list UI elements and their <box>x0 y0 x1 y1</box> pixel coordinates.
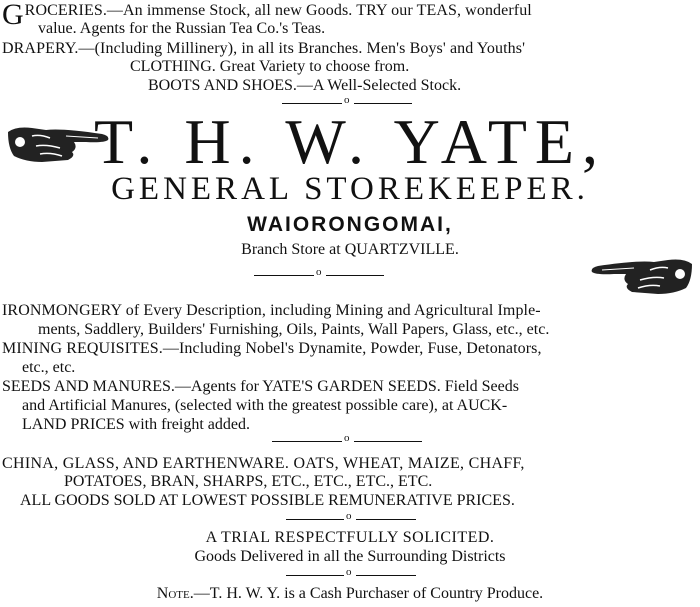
groceries-dropcap: G <box>2 0 24 31</box>
trial-line: A TRIAL RESPECTFULLY SOLICITED. <box>205 529 495 546</box>
china-line-1: CHINA, GLASS, AND EARTHENWARE. OATS, WHEAT, MAIZE, CHAFF, <box>2 455 525 472</box>
separator-1: o <box>282 98 412 108</box>
delivered-line: Goods Delivered in all the Surrounding Districts <box>194 548 506 565</box>
separator-2: o <box>254 270 384 280</box>
mining-line-2: etc., etc. <box>22 359 76 376</box>
store-title: GENERAL STOREKEEPER. <box>111 171 589 207</box>
boots-line: BOOTS AND SHOES.—A Well-Selected Stock. <box>148 77 462 94</box>
pointing-hand-left-icon <box>582 248 694 298</box>
china-line-2: POTATOES, BRAN, SHARPS, ETC., ETC., ETC., ETC. <box>64 473 433 490</box>
note-line <box>0 585 700 603</box>
seeds-line-1: SEEDS AND MANURES.—Agents for YATE'S GARDEN SEEDS. Field Seeds <box>2 378 519 395</box>
branch-store: Branch Store at QUARTZVILLE. <box>241 241 459 258</box>
groceries-line-2: value. Agents for the Russian Tea Co.'s Teas. <box>38 20 326 37</box>
ironmongery-line-2: ments, Saddlery, Builders' Furnishing, Oils, Paints, Wall Papers, Glass, etc., etc. <box>38 321 550 338</box>
mining-line-1: MINING REQUISITES.—Including Nobel's Dynamite, Powder, Fuse, Detonators, <box>2 340 542 357</box>
note-label: Note. <box>156 585 194 602</box>
separator-3: o <box>272 436 422 446</box>
store-name: T. H. W. YATE, <box>94 106 606 177</box>
note-text: —T. H. W. Y. is a Cash Purchaser of Country Produce. <box>193 585 544 602</box>
store-location: WAIORONGOMAI, <box>247 213 453 236</box>
drapery-line-2: CLOTHING. Great Variety to choose from. <box>130 58 410 75</box>
seeds-line-3: LAND PRICES with freight added. <box>22 416 250 433</box>
drapery-line-1: DRAPERY.—(Including Millinery), in all its Branches. Men's Boys' and Youths' <box>2 40 526 57</box>
lowest-prices-line: ALL GOODS SOLD AT LOWEST POSSIBLE REMUNERATIVE PRICES. <box>20 492 515 509</box>
separator-5: o <box>286 570 416 580</box>
ironmongery-line-1: IRONMONGERY of Every Description, including Mining and Agricultural Imple- <box>2 302 541 319</box>
separator-4: o <box>286 514 416 524</box>
seeds-line-2: and Artificial Manures, (selected with the greatest possible care), at AUCK- <box>22 397 508 414</box>
groceries-text-1: ROCERIES.—An immense Stock, all new Goods. TRY our TEAS, wonderful <box>24 2 532 19</box>
